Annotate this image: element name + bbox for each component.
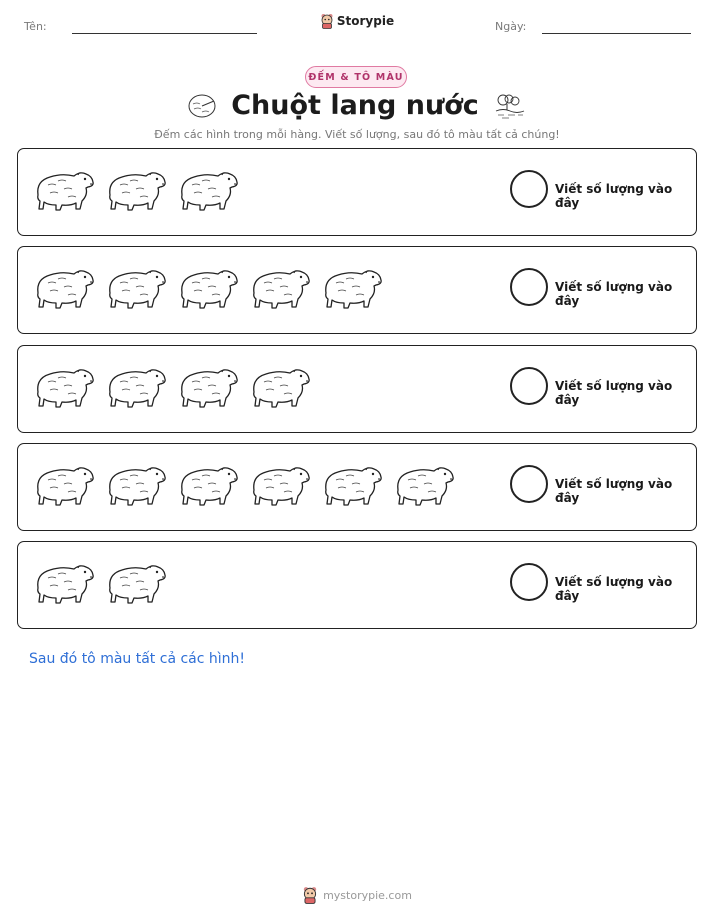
counting-row <box>17 246 697 334</box>
counting-row <box>17 541 697 629</box>
answer-label: Viết số lượng vào đây <box>555 575 673 604</box>
capybara-icon[interactable] <box>30 263 96 313</box>
brand-name: Storypie <box>336 14 395 28</box>
answer-label: Viết số lượng vào đây <box>555 182 673 210</box>
date-line[interactable] <box>542 33 691 34</box>
page-title: Chuột lang nước <box>231 90 479 121</box>
capybara-icon[interactable] <box>174 165 240 215</box>
capybara-icon[interactable] <box>318 263 384 313</box>
pond-scene-icon <box>493 92 527 120</box>
counting-row <box>17 443 697 531</box>
answer-label: Viết số lượng vào đây <box>555 476 673 505</box>
counting-row <box>17 148 697 236</box>
capybara-icon[interactable] <box>390 460 456 510</box>
brand-header <box>0 13 714 29</box>
answer-circle[interactable] <box>510 268 548 306</box>
footer-url: mystorypie.com <box>323 888 412 902</box>
storypie-footer-logo-icon <box>302 886 318 904</box>
answer-circle[interactable] <box>510 465 548 503</box>
capybara-icon[interactable] <box>246 263 312 313</box>
capybara-icon[interactable] <box>102 362 168 412</box>
answer-circle[interactable] <box>510 563 548 601</box>
capybara-icon[interactable] <box>246 362 312 412</box>
capybara-icon[interactable] <box>174 362 240 412</box>
answer-circle[interactable] <box>510 367 548 405</box>
capybara-icon[interactable] <box>246 460 312 510</box>
instructions: Đếm các hình trong mỗi hàng. Viết số lượng, sau đó tô màu tất cả chúng! <box>154 128 560 141</box>
category-badge: ĐẾM & TÔ MÀU <box>305 66 407 88</box>
capybara-icon[interactable] <box>174 263 240 313</box>
capybara-icon[interactable] <box>102 460 168 510</box>
footer-note: Sau đó tô màu tất cả các hình! <box>29 651 246 667</box>
answer-circle[interactable] <box>510 170 548 208</box>
date-label: Ngày: <box>495 20 527 33</box>
answer-label: Viết số lượng vào đây <box>555 280 673 309</box>
name-label: Tên: <box>24 20 47 33</box>
capybara-group <box>30 362 312 412</box>
capybara-icon[interactable] <box>318 460 384 510</box>
capybara-icon[interactable] <box>30 558 96 608</box>
capybara-icon[interactable] <box>102 165 168 215</box>
capybara-group <box>30 558 168 608</box>
capybara-group <box>30 263 384 313</box>
capybara-group <box>30 165 240 215</box>
name-line[interactable] <box>72 33 257 34</box>
capybara-icon[interactable] <box>30 460 96 510</box>
capybara-icon[interactable] <box>30 362 96 412</box>
answer-label: Viết số lượng vào đây <box>555 378 673 407</box>
capybara-icon[interactable] <box>102 263 168 313</box>
footer-brand <box>0 886 714 904</box>
storypie-logo-icon <box>320 13 334 29</box>
title-row <box>0 90 714 121</box>
capybara-icon[interactable] <box>30 165 96 215</box>
capybara-group <box>30 460 456 510</box>
capybara-icon[interactable] <box>174 460 240 510</box>
counting-row <box>17 345 697 433</box>
capybara-icon[interactable] <box>102 558 168 608</box>
lily-pad-icon <box>187 92 217 120</box>
